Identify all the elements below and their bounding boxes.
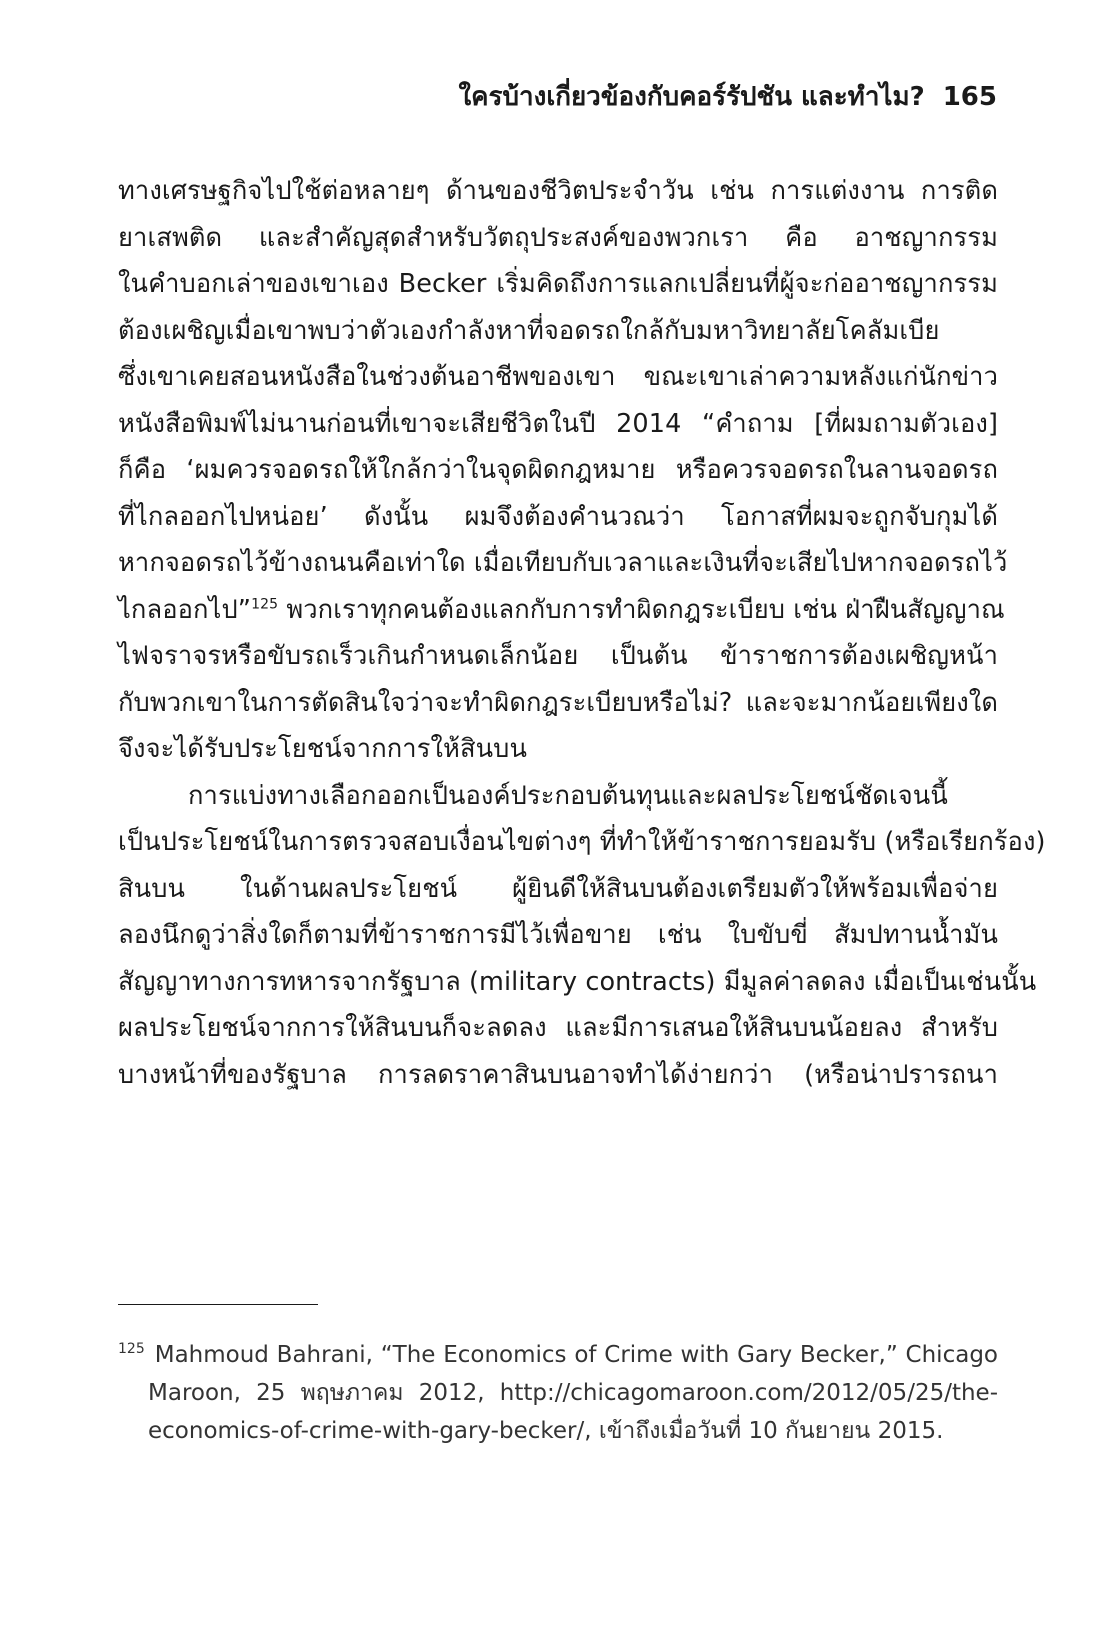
page-number: 165 xyxy=(942,82,997,112)
footnote-line xyxy=(118,1336,998,1374)
text-fragment: ไกลออกไป” xyxy=(118,594,252,625)
text-line: หนังสือพิมพ์ไม่นานก่อนที่เขาจะเสียชีวิตในปี 2014 “คำถาม [ที่ผมถามตัวเอง] xyxy=(118,408,998,439)
text-line: เป็นประโยชน์ในการตรวจสอบเงื่อนไขต่างๆ ที่ทำให้ข้าราชการยอมรับ (หรือเรียกร้อง) xyxy=(118,827,1046,857)
text-line: การแบ่งทางเลือกออกเป็นองค์ประกอบต้นทุนและผลประโยชน์ชัดเจนนี้ xyxy=(188,780,948,811)
footnote-line: Maroon, 25 พฤษภาคม 2012, http://chicagomaroon.com/2012/05/25/the- xyxy=(148,1380,998,1406)
text-line: ต้องเผชิญเมื่อเขาพบว่าตัวเองกำลังหาที่จอดรถใกล้กับมหาวิทยาลัยโคลัมเบีย xyxy=(118,315,940,346)
footnote-divider xyxy=(118,1304,318,1305)
text-line: ทางเศรษฐกิจไปใช้ต่อหลายๆ ด้านของชีวิตประจำวัน เช่น การแต่งงาน การติด xyxy=(118,176,998,206)
text-line: ยาเสพติด และสำคัญสุดสำหรับวัตถุประสงค์ของพวกเรา คือ อาชญากรรม xyxy=(118,222,998,253)
footnote-number: 125 xyxy=(118,1341,145,1358)
footnote-reference[interactable]: 125 xyxy=(251,596,279,612)
text-line-with-note xyxy=(118,587,1005,634)
footnote-line: economics-of-crime-with-gary-becker/, เข้าถึงเมื่อวันที่ 10 กันยายน 2015. xyxy=(148,1418,944,1444)
text-line: ในคำบอกเล่าของเขาเอง Becker เริ่มคิดถึงการแลกเปลี่ยนที่ผู้จะก่ออาชญากรรม xyxy=(118,269,998,299)
text-line: บางหน้าที่ของรัฐบาล การลดราคาสินบนอาจทำได้ง่ายกว่า (หรือน่าปรารถนา xyxy=(118,1059,998,1090)
footnote xyxy=(118,1336,998,1450)
text-line: ซึ่งเขาเคยสอนหนังสือในช่วงต้นอาชีพของเขา ขณะเขาเล่าความหลังแก่นักข่าว xyxy=(118,362,998,392)
running-header xyxy=(115,76,997,116)
text-line: หากจอดรถไว้ข้างถนนคือเท่าใด เมื่อเทียบกับเวลาและเงินที่จะเสียไปหากจอดรถไว้ xyxy=(118,548,1008,578)
text-line: ลองนึกดูว่าสิ่งใดก็ตามที่ข้าราชการมีไว้เพื่อขาย เช่น ใบขับขี่ สัมปทานน้ำมัน xyxy=(118,920,998,950)
footnote-text: Mahmoud Bahrani, “The Economics of Crime with Gary Becker,” Chicago xyxy=(154,1342,998,1368)
text-line: กับพวกเขาในการตัดสินใจว่าจะทำผิดกฎระเบียบหรือไม่? และจะมากน้อยเพียงใด xyxy=(118,687,998,718)
text-line: ที่ไกลออกไปหน่อย’ ดังนั้น ผมจึงต้องคำนวณว่า โอกาสที่ผมจะถูกจับกุมได้ xyxy=(118,501,998,532)
chapter-title: ใครบ้างเกี่ยวข้องกับคอร์รัปชัน และทำไม? xyxy=(458,82,925,112)
text-line: สัญญาทางการทหารจากรัฐบาล (military contracts) มีมูลค่าลดลง เมื่อเป็นเช่นนั้น xyxy=(118,966,1037,997)
text-line: ก็คือ ‘ผมควรจอดรถให้ใกล้กว่าในจุดผิดกฎหมาย หรือควรจอดรถในลานจอดรถ xyxy=(118,455,998,485)
text-line: ผลประโยชน์จากการให้สินบนก็จะลดลง และมีการเสนอให้สินบนน้อยลง สำหรับ xyxy=(118,1013,998,1043)
text-line: สินบน ในด้านผลประโยชน์ ผู้ยินดีให้สินบนต้องเตรียมตัวให้พร้อมเพื่อจ่าย xyxy=(118,873,998,904)
text-line: จึงจะได้รับประโยชน์จากการให้สินบน xyxy=(118,734,527,764)
text-line: ไฟจราจรหรือขับรถเร็วเกินกำหนดเล็กน้อย เป็นต้น ข้าราชการต้องเผชิญหน้า xyxy=(118,641,998,671)
body-text xyxy=(118,168,1046,1098)
text-fragment: พวกเราทุกคนต้องแลกกับการทำผิดกฎระเบียบ เช่น ฝ่าฝืนสัญญาณ xyxy=(278,594,1005,625)
